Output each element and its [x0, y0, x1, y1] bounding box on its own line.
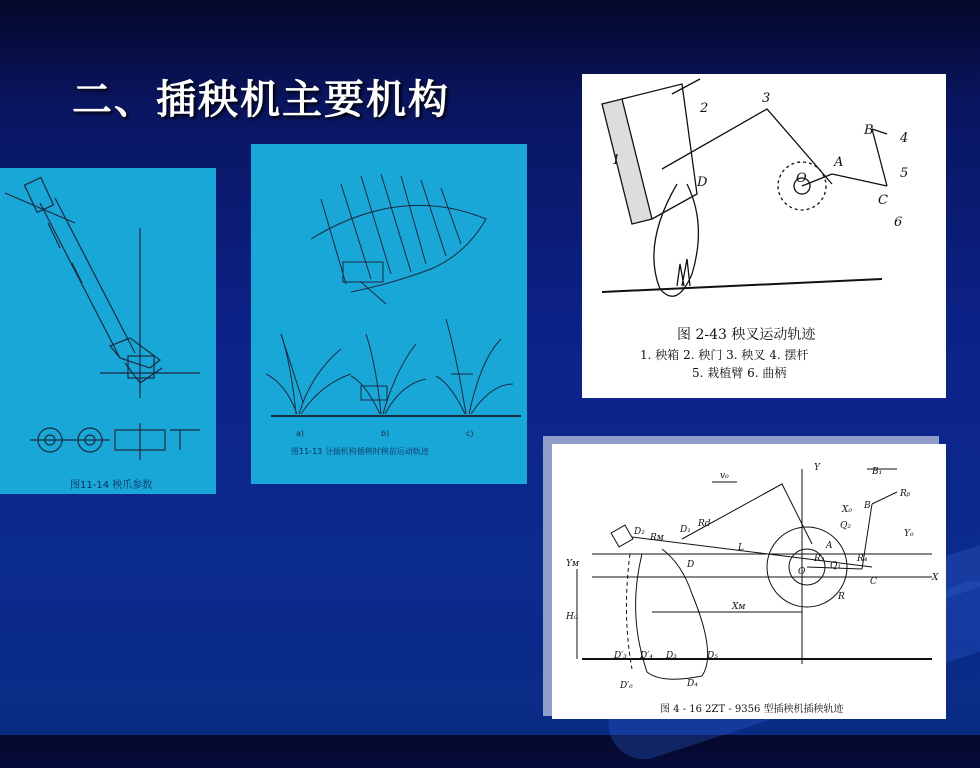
label-YM: Yᴍ — [566, 559, 579, 569]
figure-fork-trajectory — [582, 74, 946, 398]
label-6: 6 — [894, 215, 903, 230]
sub-label-a: a) — [296, 429, 305, 438]
label-C: C — [878, 193, 888, 208]
figure-claw-parameters — [0, 168, 216, 494]
label-C: C — [870, 577, 877, 587]
label-R: R — [838, 592, 845, 602]
label-XM: Xᴍ — [732, 602, 746, 612]
label-R2: R₂ — [814, 554, 825, 564]
label-D6-prime: D′₆ — [620, 681, 633, 691]
2zt-trajectory-drawing — [552, 444, 946, 719]
label-Q1: Q₁ — [830, 561, 841, 571]
label-B: B — [864, 123, 874, 138]
label-D: D — [687, 560, 695, 570]
label-Rd: Rd — [698, 519, 711, 529]
label-Y: Y — [814, 463, 820, 473]
trajectory-drawing — [251, 144, 527, 484]
figure-caption: 图 2-43 秧叉运动轨迹 — [677, 327, 816, 343]
label-D4: D₄ — [687, 679, 698, 689]
figure-seedling-trajectory — [251, 144, 527, 484]
label-L: L — [738, 543, 744, 553]
label-A: A — [834, 155, 844, 170]
figure-2zt-trajectory — [552, 444, 946, 719]
label-D4-prime: D′₄ — [640, 651, 653, 661]
label-3: 3 — [762, 91, 771, 106]
label-D5: D₅ — [707, 651, 718, 661]
label-O: O — [796, 171, 807, 186]
sub-label-b: b) — [381, 429, 390, 438]
label-B1: B₁ — [872, 467, 883, 477]
label-R4: R₄ — [857, 554, 868, 564]
label-O: O — [798, 567, 806, 577]
label-D2: D₂ — [634, 527, 645, 537]
label-X0: X₀ — [842, 505, 853, 515]
label-H0: H₀ — [566, 612, 578, 622]
figure-legend-line-1: 1. 秧箱 2. 秧门 3. 秧叉 4. 摆杆 — [640, 348, 809, 362]
figure-caption: 图11-13 分插机构插秧时秧苗运动轨迹 — [291, 447, 429, 456]
figure-caption: 图 4 - 16 2ZT - 9356 型插秧机插秧轨迹 — [660, 704, 844, 715]
claw-drawing — [0, 168, 216, 494]
slide-title: 二、插秧机主要机构 — [72, 76, 450, 123]
sub-label-c: c) — [466, 429, 474, 438]
figure-caption: 图11-14 秧爪参数 — [70, 480, 153, 491]
label-A: A — [826, 541, 833, 551]
label-D3-prime: D′₃ — [614, 651, 627, 661]
label-v0: v₀ — [720, 471, 729, 481]
label-D1: D₁ — [680, 525, 691, 535]
label-1: 1 — [612, 153, 621, 168]
label-5: 5 — [900, 166, 909, 181]
label-B: B — [864, 501, 871, 511]
label-Q2: Q₂ — [840, 521, 851, 531]
label-RM: Rᴍ — [650, 533, 664, 543]
label-Y0: Y₀ — [904, 529, 914, 539]
label-4: 4 — [900, 131, 909, 146]
figure-legend-line-2: 5. 栽植臂 6. 曲柄 — [692, 366, 787, 380]
label-2: 2 — [700, 101, 709, 116]
label-D: D — [697, 175, 708, 190]
label-Rb: Rᵦ — [900, 489, 911, 499]
label-X: X — [932, 573, 939, 583]
label-D3: D₃ — [666, 651, 677, 661]
